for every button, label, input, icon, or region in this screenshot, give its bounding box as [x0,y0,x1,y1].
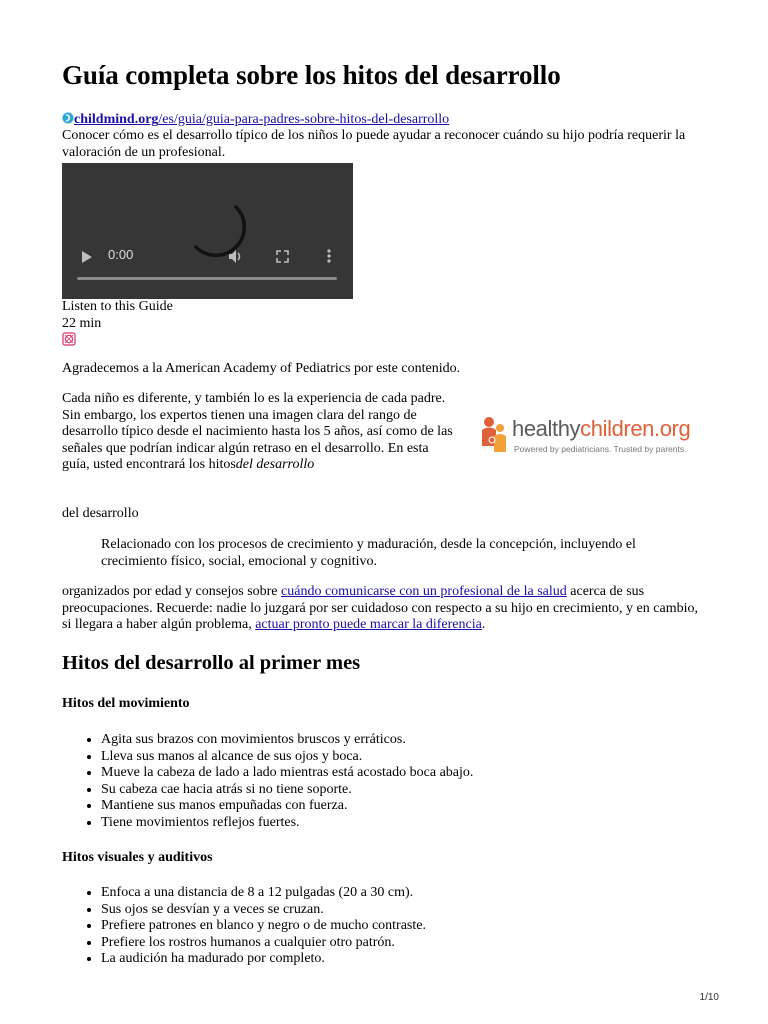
intro-text: Conocer cómo es el desarrollo típico de los niños lo puede ayudar a reconocer cuándo su hijo podría requerir la valoración de un profesional. [62,128,686,160]
movement-list [62,732,721,831]
fullscreen-icon[interactable] [276,250,289,263]
duration-text: 22 min [62,316,102,331]
list-item: • Su cabeza cae hacia atrás si no tiene soporte. [101,782,721,799]
family-logo-icon [480,416,508,456]
movement-heading: Hitos del movimiento [62,696,190,711]
list-item: • Tiene movimientos reflejos fuertes. [101,815,721,832]
more-vert-icon[interactable] [327,249,331,263]
contact-professional-link[interactable]: cuándo comunicarse con un profesional de la salud [281,584,567,599]
list-item: • Enfoca a una distancia de 8 a 12 pulgadas (20 a 30 cm). [101,885,721,902]
list-item: • La audición ha madurado por completo. [101,951,721,968]
list-item: • Lleva sus manos al alcance de sus ojos y boca. [101,749,721,766]
definition-text: Relacionado con los procesos de crecimiento y maduración, desde la concepción, incluyendo el crecimiento físico, social, emocional y cognitivo. [101,537,636,569]
page-title: Guía completa sobre los hitos del desarrollo [62,60,561,90]
list-item: • Sus ojos se desvían y a veces se cruzan. [101,902,721,919]
visual-heading: Hitos visuales y auditivos [62,850,213,865]
paragraph-2: organizados por edad y consejos sobre cuándo comunicarse con un profesional de la salud acerca de sus preocupaciones. Recuerde: nadie lo juzgará por ser cuidadoso con respecto a su hijo en crecimiento, y en cambio, si llegara a haber algún problema, actuar pronto puede marcar la diferencia. [62,584,698,632]
healthychildren-wordmark: healthychildren.org [512,416,691,441]
thanks-text: Agradecemos a la American Academy of Pediatrics por este contenido. [62,361,461,376]
listen-label: Listen to this Guide [62,299,173,314]
healthychildren-tagline: Powered by pediatricians. Trusted by parents. [514,444,687,454]
para1-term: del desarrollo [235,457,315,472]
list-item: • Mantiene sus manos empuñadas con fuerza. [101,798,721,815]
section-title: Hitos del desarrollo al primer mes [62,652,361,674]
list-item: • Mueve la cabeza de lado a lado mientras está acostado boca abajo. [101,765,721,782]
page-number: 1/10 [699,992,719,1003]
childmind-logo-icon [62,112,74,124]
definition-term: del desarrollo [62,506,139,521]
list-item: • Prefiere los rostros humanos a cualquier otro patrón. [101,935,721,952]
list-item: • Prefiere patrones en blanco y negro o de mucho contraste. [101,918,721,935]
source-link[interactable] [62,112,449,128]
visual-list [62,885,721,968]
video-progress-bar[interactable] [77,277,337,280]
healthychildren-logo [478,414,710,458]
source-url[interactable]: childmind.org/es/guia/guia-para-padres-sobre-hitos-del-desarrollo [74,112,450,127]
guide-badge-icon [62,332,76,346]
play-icon[interactable] [81,250,93,264]
video-player[interactable] [62,163,353,299]
paragraph-1: Cada niño es diferente, y también lo es la experiencia de cada padre. Sin embargo, los expertos tienen una imagen clara del rango de desarrollo típico desde el nacimiento hasta los 5 años, así como de las señales que podrían indicar algún retraso en el desarrollo. En esta guía, usted encontrará los hitosdel desarrollo [62,391,453,472]
video-time: 0:00 [108,247,134,262]
list-item: • Agita sus brazos con movimientos bruscos y erráticos. [101,732,721,749]
act-early-link[interactable]: actuar pronto puede marcar la diferencia [255,617,482,632]
volume-icon[interactable] [228,249,244,264]
